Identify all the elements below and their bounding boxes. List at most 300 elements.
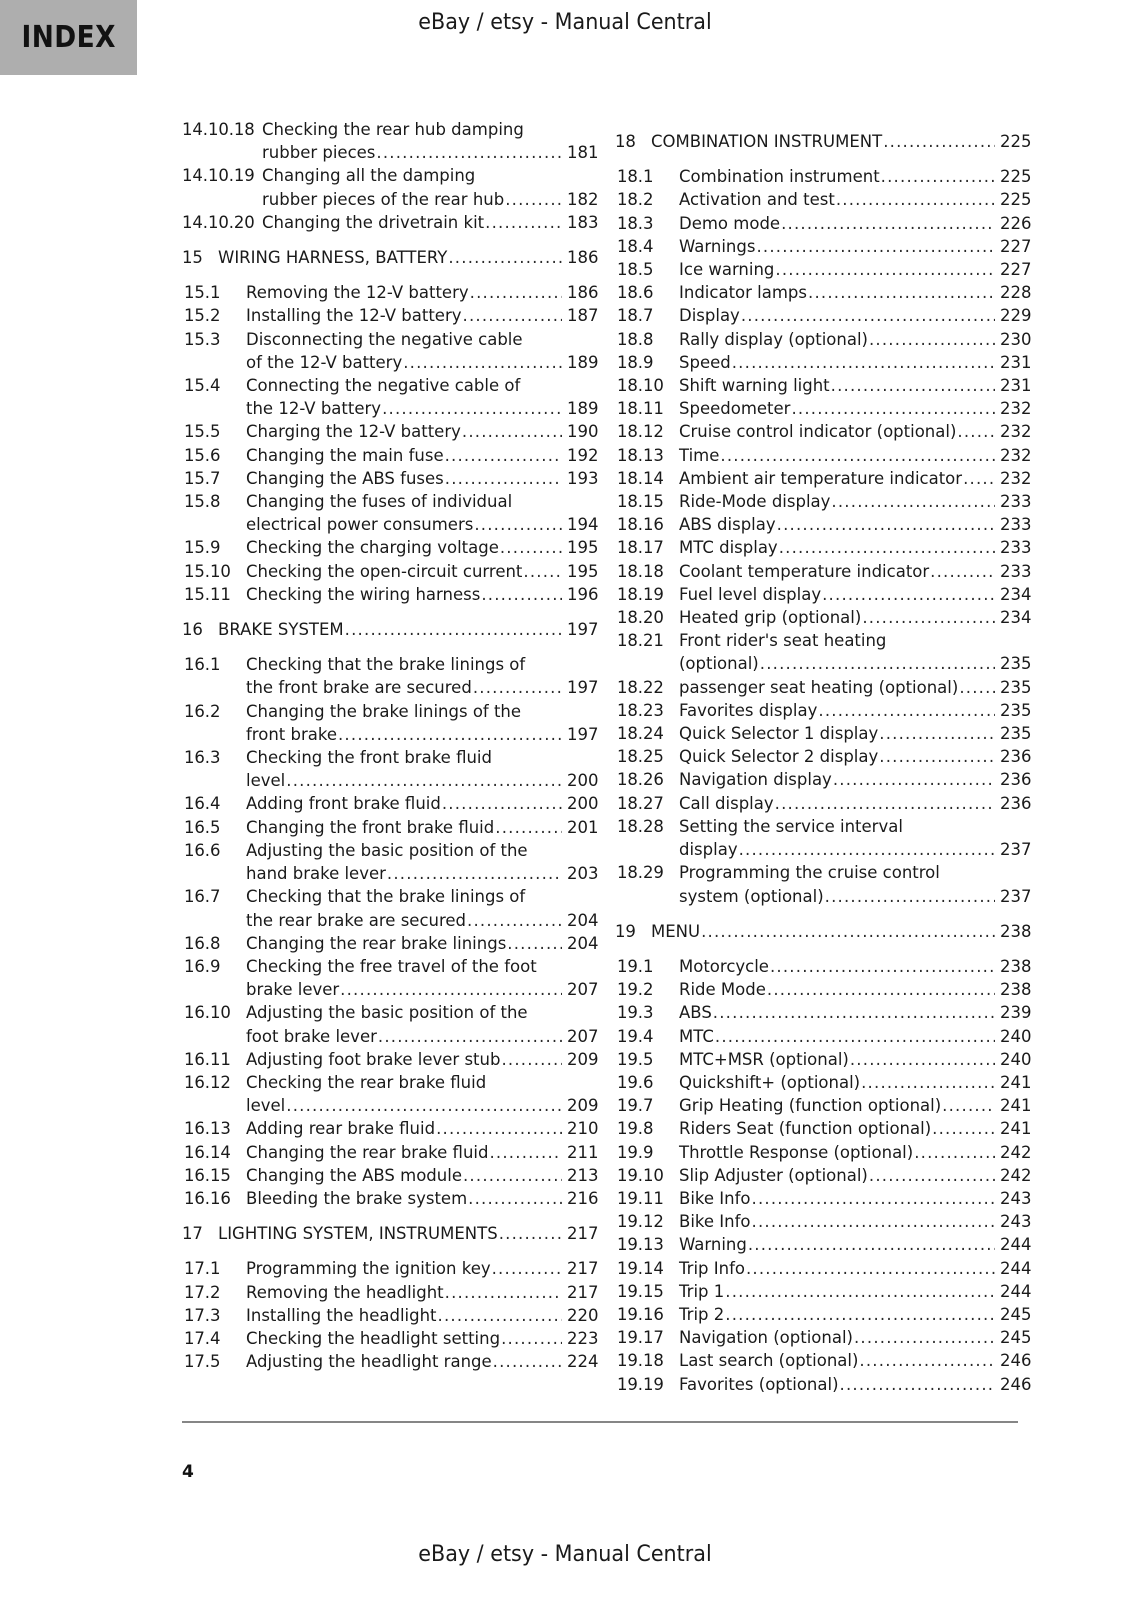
toc-entry-number: 18.7 xyxy=(617,306,654,326)
toc-entry-body xyxy=(679,351,1030,374)
toc-entry-title: Changing the fuses of individual xyxy=(246,492,513,512)
toc-entry-line xyxy=(246,1141,597,1164)
toc-entry-page: 231 xyxy=(1000,352,1032,372)
page-header xyxy=(0,0,1130,78)
toc-section-entry[interactable] xyxy=(182,118,597,164)
toc-section-entry[interactable] xyxy=(182,281,597,304)
toc-entry-number: 18.18 xyxy=(617,561,664,581)
toc-entry-page: 237 xyxy=(1000,840,1032,860)
toc-section-entry[interactable] xyxy=(182,1071,597,1117)
toc-entry-title: Changing the rear brake linings xyxy=(246,933,507,953)
toc-entry-title: Bleeding the brake system xyxy=(246,1188,468,1208)
toc-section-entry[interactable] xyxy=(615,1001,1030,1024)
toc-entry-number: 15.2 xyxy=(184,306,221,326)
toc-entry-number: 18.23 xyxy=(617,700,664,720)
toc-chapter-entry[interactable] xyxy=(182,1222,597,1245)
toc-entry-body xyxy=(679,1025,1030,1048)
toc-section-entry[interactable] xyxy=(182,746,597,792)
toc-entry-page: 209 xyxy=(567,1049,599,1069)
toc-dot-leader xyxy=(489,1141,562,1164)
toc-section-entry[interactable] xyxy=(615,351,1030,374)
toc-dot-leader xyxy=(338,723,562,746)
toc-entry-body xyxy=(679,397,1030,420)
toc-entry-title: foot brake lever xyxy=(246,1026,377,1046)
toc-entry-number: 18.9 xyxy=(617,352,654,372)
toc-entry-line xyxy=(679,1187,1030,1210)
toc-section-entry[interactable] xyxy=(182,1001,597,1047)
toc-entry-line xyxy=(679,188,1030,211)
toc-section-entry[interactable] xyxy=(182,1164,597,1187)
toc-entry-page: 246 xyxy=(1000,1351,1032,1371)
toc-entry-line xyxy=(246,1094,597,1117)
toc-entry-line xyxy=(246,839,597,862)
toc-dot-leader xyxy=(883,130,995,153)
toc-entry-line xyxy=(679,1094,1030,1117)
toc-entry-line xyxy=(246,746,597,769)
toc-entry-body xyxy=(262,118,597,164)
toc-dot-leader xyxy=(445,467,562,490)
toc-entry-body xyxy=(246,1304,597,1327)
toc-entry-line xyxy=(679,1326,1030,1349)
toc-entry-title: Indicator lamps xyxy=(679,283,807,303)
toc-section-entry[interactable] xyxy=(182,444,597,467)
toc-entry-line xyxy=(246,490,597,513)
toc-entry-line xyxy=(679,768,1030,791)
toc-entry-line xyxy=(679,1257,1030,1280)
toc-entry-number: 19.5 xyxy=(617,1049,654,1069)
toc-entry-title: Disconnecting the negative cable xyxy=(246,329,523,349)
toc-entry-body xyxy=(246,1048,597,1071)
toc-section-entry[interactable] xyxy=(615,792,1030,815)
toc-section-entry[interactable] xyxy=(615,583,1030,606)
toc-entry-title: Connecting the negative cable of xyxy=(246,376,521,396)
toc-entry-title: BRAKE SYSTEM xyxy=(218,620,344,640)
toc-entry-page: 233 xyxy=(1000,492,1032,512)
toc-dot-leader xyxy=(741,304,995,327)
toc-entry-page: 232 xyxy=(1000,445,1032,465)
toc-entry-title: Demo mode xyxy=(679,213,781,233)
toc-entry-page: 243 xyxy=(1000,1188,1032,1208)
toc-entry-body xyxy=(262,164,597,210)
toc-section-entry[interactable] xyxy=(615,490,1030,513)
toc-entry-page: 240 xyxy=(1000,1026,1032,1046)
toc-entry-number: 16.14 xyxy=(184,1142,231,1162)
toc-entry-body xyxy=(679,768,1030,791)
toc-entry-body xyxy=(679,676,1030,699)
toc-entry-title: of the 12-V battery xyxy=(246,352,403,372)
toc-section-entry[interactable] xyxy=(182,885,597,931)
toc-section-entry[interactable] xyxy=(615,560,1030,583)
toc-entry-line xyxy=(679,815,1030,838)
toc-entry-title: Checking the front brake fluid xyxy=(246,748,492,768)
toc-entry-number: 16 xyxy=(182,620,203,640)
toc-entry-title: Adjusting the basic position of the xyxy=(246,840,528,860)
toc-dot-leader xyxy=(442,792,562,815)
toc-entry-title: Checking the open-circuit current xyxy=(246,561,523,581)
toc-entry-number: 15.1 xyxy=(184,283,221,303)
toc-entry-title: Changing the rear brake fluid xyxy=(246,1142,489,1162)
toc-section-entry[interactable] xyxy=(182,490,597,536)
toc-entry-number: 15.4 xyxy=(184,376,221,396)
toc-section-entry[interactable] xyxy=(615,304,1030,327)
toc-entry-body xyxy=(679,792,1030,815)
toc-dot-leader xyxy=(779,536,995,559)
toc-entry-body xyxy=(246,955,597,1001)
toc-entry-page: 200 xyxy=(567,794,599,814)
toc-entry-body xyxy=(246,1187,597,1210)
toc-entry-title: Changing the ABS fuses xyxy=(246,468,444,488)
toc-entry-number: 17.4 xyxy=(184,1328,221,1348)
toc-section-entry[interactable] xyxy=(615,1117,1030,1140)
toc-entry-line xyxy=(679,304,1030,327)
toc-section-entry[interactable] xyxy=(615,188,1030,211)
toc-entry-title: level xyxy=(246,1096,286,1116)
toc-section-entry[interactable] xyxy=(615,444,1030,467)
toc-entry-number: 16.6 xyxy=(184,840,221,860)
toc-entry-page: 190 xyxy=(567,422,599,442)
toc-entry-number: 19.11 xyxy=(617,1188,664,1208)
toc-section-entry[interactable] xyxy=(615,1048,1030,1071)
toc-entry-line xyxy=(679,722,1030,745)
toc-entry-line xyxy=(218,1222,597,1245)
toc-section-entry[interactable] xyxy=(182,1327,597,1350)
toc-chapter-entry[interactable] xyxy=(615,920,1030,943)
toc-entry-title: Checking the rear hub damping xyxy=(262,120,524,139)
toc-entry-page: 182 xyxy=(567,189,599,209)
toc-section-entry[interactable] xyxy=(615,745,1030,768)
toc-entry-number: 18.20 xyxy=(617,608,664,628)
toc-dot-leader xyxy=(752,1210,996,1233)
toc-entry-title: Trip 2 xyxy=(679,1304,725,1324)
toc-dot-leader xyxy=(345,618,562,641)
toc-entry-line xyxy=(218,246,597,269)
toc-section-entry[interactable] xyxy=(615,1164,1030,1187)
toc-entry-page: 217 xyxy=(567,1224,599,1244)
toc-dot-leader xyxy=(775,258,995,281)
toc-dot-leader xyxy=(445,1281,562,1304)
toc-entry-line xyxy=(679,1349,1030,1372)
toc-section-entry[interactable] xyxy=(615,1233,1030,1256)
toc-entry-number: 16.11 xyxy=(184,1049,231,1069)
toc-section-entry[interactable] xyxy=(182,467,597,490)
toc-entry-title: electrical power consumers xyxy=(246,515,474,535)
toc-entry-number: 15.7 xyxy=(184,468,221,488)
toc-section-entry[interactable] xyxy=(615,1094,1030,1117)
toc-entry-body xyxy=(679,1280,1030,1303)
toc-entry-body xyxy=(246,420,597,443)
toc-entry-title: (optional) xyxy=(679,654,759,674)
toc-entry-number: 19.1 xyxy=(617,956,654,976)
toc-entry-body xyxy=(246,1071,597,1117)
toc-dot-leader xyxy=(732,351,995,374)
toc-section-entry[interactable] xyxy=(615,861,1030,907)
toc-entry-line xyxy=(679,1048,1030,1071)
toc-section-entry[interactable] xyxy=(615,1349,1030,1372)
toc-entry-title: Quick Selector 2 display xyxy=(679,747,879,767)
toc-entry-line xyxy=(679,1071,1030,1094)
toc-dot-leader xyxy=(854,1326,995,1349)
toc-dot-leader xyxy=(777,513,995,536)
toc-entry-body xyxy=(679,304,1030,327)
toc-section-entry[interactable] xyxy=(615,629,1030,675)
toc-entry-line xyxy=(246,792,597,815)
toc-entry-body xyxy=(246,444,597,467)
toc-entry-body xyxy=(246,839,597,885)
toc-section-entry[interactable] xyxy=(615,1280,1030,1303)
toc-entry-page: 223 xyxy=(567,1328,599,1348)
toc-section-entry[interactable] xyxy=(615,328,1030,351)
toc-section-entry[interactable] xyxy=(615,235,1030,258)
toc-entry-page: 245 xyxy=(1000,1304,1032,1324)
toc-section-entry[interactable] xyxy=(182,374,597,420)
toc-entry-number: 18.13 xyxy=(617,445,664,465)
toc-entry-line xyxy=(679,1164,1030,1187)
toc-entry-line xyxy=(679,1117,1030,1140)
toc-columns xyxy=(0,118,1130,1396)
toc-entry-title: Favorites (optional) xyxy=(679,1374,839,1394)
toc-entry-line xyxy=(651,920,1030,943)
toc-section-entry[interactable] xyxy=(615,1141,1030,1164)
toc-section-entry[interactable] xyxy=(182,211,597,234)
toc-section-entry[interactable] xyxy=(182,1187,597,1210)
toc-dot-leader xyxy=(850,1048,995,1071)
toc-dot-leader xyxy=(808,281,995,304)
toc-entry-line xyxy=(246,1281,597,1304)
toc-dot-leader xyxy=(468,1187,562,1210)
toc-entry-number: 18.19 xyxy=(617,584,664,604)
toc-chapter-entry[interactable] xyxy=(182,246,597,269)
toc-section-entry[interactable] xyxy=(182,1350,597,1373)
toc-entry-number: 17.2 xyxy=(184,1282,221,1302)
toc-entry-number: 18.8 xyxy=(617,329,654,349)
toc-section-entry[interactable] xyxy=(615,397,1030,420)
toc-entry-line xyxy=(246,513,597,536)
toc-section-entry[interactable] xyxy=(182,164,597,210)
toc-entry-line xyxy=(246,536,597,559)
toc-section-entry[interactable] xyxy=(615,1373,1030,1396)
toc-section-entry[interactable] xyxy=(182,328,597,374)
toc-section-entry[interactable] xyxy=(615,1187,1030,1210)
toc-entry-title: rubber pieces of the rear hub xyxy=(262,189,505,209)
toc-section-entry[interactable] xyxy=(182,1281,597,1304)
toc-entry-body xyxy=(679,281,1030,304)
toc-entry-page: 229 xyxy=(1000,306,1032,326)
toc-entry-number: 19.4 xyxy=(617,1026,654,1046)
toc-entry-number: 16.9 xyxy=(184,956,221,976)
toc-entry-body xyxy=(246,700,597,746)
toc-section-entry[interactable] xyxy=(182,420,597,443)
toc-dot-leader xyxy=(959,676,995,699)
toc-entry-line xyxy=(679,792,1030,815)
toc-section-entry[interactable] xyxy=(615,978,1030,1001)
toc-entry-number: 15.5 xyxy=(184,422,221,442)
toc-dot-leader xyxy=(485,211,562,234)
toc-entry-number: 18.16 xyxy=(617,515,664,535)
toc-section-entry[interactable] xyxy=(615,606,1030,629)
toc-dot-leader xyxy=(775,792,995,815)
toc-section-entry[interactable] xyxy=(615,536,1030,559)
toc-entry-title: Warning xyxy=(679,1235,747,1255)
toc-chapter-entry[interactable] xyxy=(615,130,1030,153)
toc-entry-title: Adjusting the headlight range xyxy=(246,1352,492,1372)
toc-entry-title: MTC display xyxy=(679,538,778,558)
toc-section-entry[interactable] xyxy=(182,1048,597,1071)
toc-section-entry[interactable] xyxy=(182,304,597,327)
toc-entry-title: Quick Selector 1 display xyxy=(679,724,879,744)
toc-section-entry[interactable] xyxy=(615,815,1030,861)
toc-section-entry[interactable] xyxy=(182,1117,597,1140)
toc-entry-body xyxy=(246,1350,597,1373)
toc-entry-title: Installing the headlight xyxy=(246,1305,437,1325)
toc-entry-title: Trip Info xyxy=(679,1258,745,1278)
toc-entry-body xyxy=(262,211,597,234)
toc-entry-page: 207 xyxy=(567,1026,599,1046)
toc-entry-line xyxy=(679,606,1030,629)
toc-section-entry[interactable] xyxy=(182,839,597,885)
toc-entry-body xyxy=(679,745,1030,768)
toc-section-entry[interactable] xyxy=(615,722,1030,745)
toc-dot-leader xyxy=(493,1350,562,1373)
toc-entry-title: Checking the rear brake fluid xyxy=(246,1072,487,1092)
toc-entry-page: 244 xyxy=(1000,1281,1032,1301)
toc-dot-leader xyxy=(474,513,562,536)
toc-entry-title: Charging the 12-V battery xyxy=(246,422,461,442)
toc-entry-body xyxy=(679,490,1030,513)
toc-dot-leader xyxy=(501,1048,562,1071)
toc-entry-body xyxy=(651,130,1030,153)
toc-entry-line xyxy=(679,235,1030,258)
toc-entry-title: Installing the 12-V battery xyxy=(246,306,462,326)
toc-section-entry[interactable] xyxy=(615,1326,1030,1349)
toc-entry-page: 204 xyxy=(567,933,599,953)
toc-section-entry[interactable] xyxy=(615,1071,1030,1094)
toc-entry-line xyxy=(246,1001,597,1024)
toc-entry-line xyxy=(679,652,1030,675)
toc-entry-body xyxy=(246,1141,597,1164)
toc-entry-page: 197 xyxy=(567,678,599,698)
toc-section-entry[interactable] xyxy=(182,955,597,1001)
toc-dot-leader xyxy=(760,652,995,675)
toc-section-entry[interactable] xyxy=(182,700,597,746)
toc-section-entry[interactable] xyxy=(615,281,1030,304)
toc-section-entry[interactable] xyxy=(615,1303,1030,1326)
toc-entry-body xyxy=(246,1257,597,1280)
toc-entry-page: 216 xyxy=(567,1188,599,1208)
toc-entry-number: 18.29 xyxy=(617,863,664,883)
toc-dot-leader xyxy=(495,816,562,839)
toc-section-entry[interactable] xyxy=(615,258,1030,281)
toc-entry-line xyxy=(679,676,1030,699)
toc-entry-line xyxy=(679,1210,1030,1233)
toc-dot-leader xyxy=(963,467,995,490)
toc-section-entry[interactable] xyxy=(182,536,597,559)
toc-dot-leader xyxy=(752,1187,996,1210)
toc-entry-body xyxy=(246,560,597,583)
toc-entry-body xyxy=(679,420,1030,443)
toc-section-entry[interactable] xyxy=(615,699,1030,722)
toc-entry-line xyxy=(246,862,597,885)
toc-section-entry[interactable] xyxy=(182,932,597,955)
toc-entry-page: 246 xyxy=(1000,1374,1032,1394)
toc-section-entry[interactable] xyxy=(615,1025,1030,1048)
toc-section-entry[interactable] xyxy=(615,467,1030,490)
toc-entry-number: 18 xyxy=(615,132,636,151)
toc-entry-number: 16.2 xyxy=(184,701,221,721)
toc-column-left xyxy=(182,118,597,1396)
toc-entry-title: Cruise control indicator (optional) xyxy=(679,422,957,442)
toc-entry-page: 238 xyxy=(1000,956,1032,976)
toc-entry-body xyxy=(679,560,1030,583)
toc-entry-title: Motorcycle xyxy=(679,956,769,976)
toc-dot-leader xyxy=(869,328,995,351)
toc-entry-number: 19.16 xyxy=(617,1304,664,1324)
toc-dot-leader xyxy=(831,374,995,397)
toc-section-entry[interactable] xyxy=(182,1257,597,1280)
toc-section-entry[interactable] xyxy=(615,768,1030,791)
toc-entry-page: 233 xyxy=(1000,515,1032,535)
toc-entry-page: 228 xyxy=(1000,283,1032,303)
toc-entry-page: 241 xyxy=(1000,1096,1032,1116)
toc-section-entry[interactable] xyxy=(182,1304,597,1327)
toc-entry-line xyxy=(262,118,597,141)
toc-dot-leader xyxy=(501,1327,562,1350)
toc-entry-number: 18.27 xyxy=(617,793,664,813)
toc-entry-page: 224 xyxy=(567,1352,599,1372)
toc-section-entry[interactable] xyxy=(615,374,1030,397)
toc-section-entry[interactable] xyxy=(615,212,1030,235)
toc-entry-body xyxy=(246,583,597,606)
toc-entry-page: 225 xyxy=(1000,167,1032,187)
toc-entry-line xyxy=(262,164,597,187)
toc-section-entry[interactable] xyxy=(615,1257,1030,1280)
toc-entry-title: Changing the main fuse xyxy=(246,445,444,465)
toc-entry-page: 217 xyxy=(567,1282,599,1302)
toc-entry-body xyxy=(679,513,1030,536)
toc-chapter-entry[interactable] xyxy=(182,618,597,641)
toc-section-entry[interactable] xyxy=(182,792,597,815)
toc-entry-line xyxy=(262,188,597,211)
toc-section-entry[interactable] xyxy=(615,1210,1030,1233)
toc-section-entry[interactable] xyxy=(615,513,1030,536)
toc-section-entry[interactable] xyxy=(615,676,1030,699)
toc-entry-title: Setting the service interval xyxy=(679,816,903,836)
toc-entry-body xyxy=(679,165,1030,188)
toc-entry-page: 194 xyxy=(567,515,599,535)
toc-entry-line xyxy=(246,1304,597,1327)
toc-section-entry[interactable] xyxy=(182,560,597,583)
toc-entry-body xyxy=(679,1303,1030,1326)
toc-entry-body xyxy=(246,536,597,559)
toc-entry-line xyxy=(679,536,1030,559)
toc-entry-page: 213 xyxy=(567,1165,599,1185)
toc-entry-body xyxy=(246,746,597,792)
toc-entry-body xyxy=(218,246,597,269)
toc-section-entry[interactable] xyxy=(182,816,597,839)
toc-section-entry[interactable] xyxy=(615,165,1030,188)
toc-entry-number: 19.2 xyxy=(617,980,654,1000)
toc-section-entry[interactable] xyxy=(182,653,597,699)
toc-section-entry[interactable] xyxy=(615,955,1030,978)
toc-entry-number: 18.22 xyxy=(617,677,664,697)
toc-entry-page: 233 xyxy=(1000,561,1032,581)
toc-entry-title: Adjusting the basic position of the xyxy=(246,1003,528,1023)
toc-section-entry[interactable] xyxy=(182,1141,597,1164)
toc-entry-number: 16.7 xyxy=(184,887,221,907)
toc-section-entry[interactable] xyxy=(182,583,597,606)
toc-entry-line xyxy=(262,141,597,164)
toc-section-entry[interactable] xyxy=(615,420,1030,443)
toc-entry-number: 18.28 xyxy=(617,816,664,836)
